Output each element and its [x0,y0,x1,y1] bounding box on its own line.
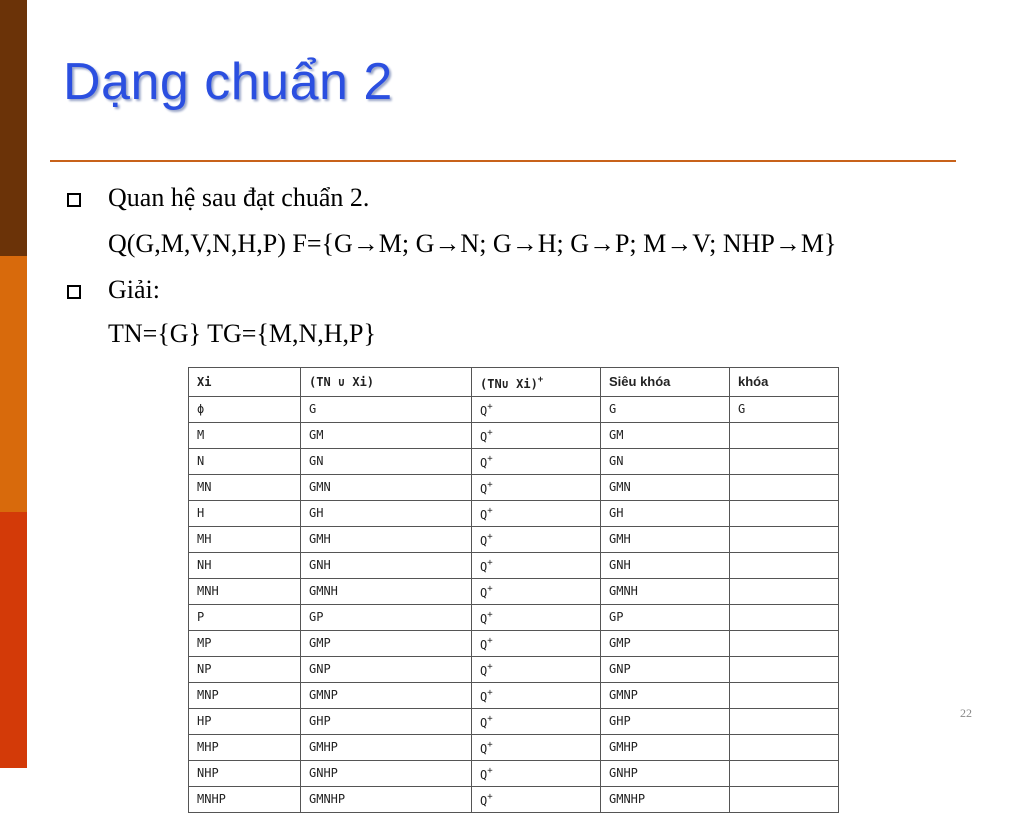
table-cell [730,605,839,631]
table-cell: GP [601,605,730,631]
table-cell: GH [301,501,472,527]
table-cell: GMH [301,527,472,553]
closure-table [188,367,839,813]
bullet-1-line-2: Q(G,M,V,N,H,P) F={G→M; G→N; G→H; G→P; M→V; NHP→M} [108,229,837,258]
table-cell: MHP [189,735,301,761]
table-row [189,709,839,735]
table-cell: Q+ [472,553,601,579]
table-cell: GN [601,449,730,475]
superscript-plus: + [487,662,493,672]
side-bar-middle [0,256,27,512]
table-cell: M [189,423,301,449]
table-cell: GMHP [601,735,730,761]
table-cell: GMNH [301,579,472,605]
table-cell: GNP [301,657,472,683]
table-cell [730,553,839,579]
table-cell: GMNHP [301,787,472,813]
table-cell: GMNP [301,683,472,709]
table-cell [730,475,839,501]
table-cell [730,657,839,683]
table-cell: Q+ [472,605,601,631]
table-row [189,553,839,579]
table-header-row [189,368,839,397]
page-number: 22 [960,706,972,720]
table-row [189,423,839,449]
table-cell: G [601,397,730,423]
table-cell: GNH [601,553,730,579]
table-row [189,475,839,501]
table-cell: GMNHP [601,787,730,813]
superscript-plus: + [487,688,493,698]
table-cell [730,423,839,449]
square-bullet-icon [67,193,81,207]
table-cell: GH [601,501,730,527]
table-row [189,683,839,709]
table-cell: HP [189,709,301,735]
table-cell: GMN [601,475,730,501]
superscript-plus: + [487,480,493,490]
table-row [189,527,839,553]
table-cell: GNP [601,657,730,683]
table-cell [730,787,839,813]
table-cell: GNHP [301,761,472,787]
square-bullet-icon [67,285,81,299]
superscript-plus: + [487,402,493,412]
table-cell: N [189,449,301,475]
table-cell [730,709,839,735]
table-cell: MNH [189,579,301,605]
table-cell: Q+ [472,709,601,735]
table-cell: Q+ [472,787,601,813]
table-cell [730,631,839,657]
table-cell: GMNP [601,683,730,709]
table-cell: NH [189,553,301,579]
table-cell: GM [601,423,730,449]
header-xi: Xi [189,368,301,397]
header-key: khóa [730,368,839,397]
table-cell: GMP [601,631,730,657]
header-closure: (TN∪ Xi)+ [472,368,601,397]
table-cell: G [301,397,472,423]
table-cell: Q+ [472,735,601,761]
table-cell: P [189,605,301,631]
superscript-plus: + [537,375,544,385]
table-cell: MH [189,527,301,553]
table-cell: MP [189,631,301,657]
bullet-2-line-1: Giải: [108,275,160,304]
table-cell: Q+ [472,761,601,787]
table-cell: GP [301,605,472,631]
table-cell: GHP [301,709,472,735]
table-cell [730,501,839,527]
table-cell: ϕ [189,397,301,423]
header-tn-union-xi: (TN ∪ Xi) [301,368,472,397]
table-row [189,579,839,605]
side-bar-bottom [0,512,27,768]
superscript-plus: + [487,636,493,646]
table-cell: MNHP [189,787,301,813]
table-cell [730,579,839,605]
table-cell: GMHP [301,735,472,761]
table-cell: Q+ [472,683,601,709]
superscript-plus: + [487,714,493,724]
superscript-plus: + [487,454,493,464]
table-cell: Q+ [472,527,601,553]
superscript-plus: + [487,532,493,542]
title-divider [50,160,956,162]
table-cell: GMNH [601,579,730,605]
table-cell [730,449,839,475]
table-cell: GMN [301,475,472,501]
table-cell [730,527,839,553]
table-row [189,501,839,527]
table-cell: H [189,501,301,527]
table-row [189,787,839,813]
side-bar-top [0,0,27,256]
bullet-2-line-2: TN={G} TG={M,N,H,P} [108,319,376,348]
superscript-plus: + [487,558,493,568]
table-cell [730,761,839,787]
table-row [189,657,839,683]
header-superkey: Siêu khóa [601,368,730,397]
table-row [189,631,839,657]
superscript-plus: + [487,428,493,438]
superscript-plus: + [487,584,493,594]
table-row [189,605,839,631]
superscript-plus: + [487,610,493,620]
superscript-plus: + [487,506,493,516]
table-row [189,761,839,787]
table-cell: NP [189,657,301,683]
table-cell: GMH [601,527,730,553]
table-cell: Q+ [472,449,601,475]
table-cell: Q+ [472,475,601,501]
table-row [189,449,839,475]
table-cell: GN [301,449,472,475]
superscript-plus: + [487,792,493,802]
table-cell: GM [301,423,472,449]
table-cell: MNP [189,683,301,709]
table-cell: GMP [301,631,472,657]
table-cell: Q+ [472,579,601,605]
table-cell: GHP [601,709,730,735]
table-cell: NHP [189,761,301,787]
superscript-plus: + [487,740,493,750]
table-cell: Q+ [472,631,601,657]
table-cell: Q+ [472,423,601,449]
table-cell: GNH [301,553,472,579]
superscript-plus: + [487,766,493,776]
table-cell [730,683,839,709]
table-cell: G [730,397,839,423]
table-cell: Q+ [472,657,601,683]
table-cell: Q+ [472,501,601,527]
table-cell: MN [189,475,301,501]
table-cell [730,735,839,761]
bullet-1-line-1: Quan hệ sau đạt chuẩn 2. [108,183,370,212]
table-row [189,397,839,423]
table-row [189,735,839,761]
table-cell: Q+ [472,397,601,423]
table-cell: GNHP [601,761,730,787]
slide-title: Dạng chuẩn 2 [63,53,393,111]
